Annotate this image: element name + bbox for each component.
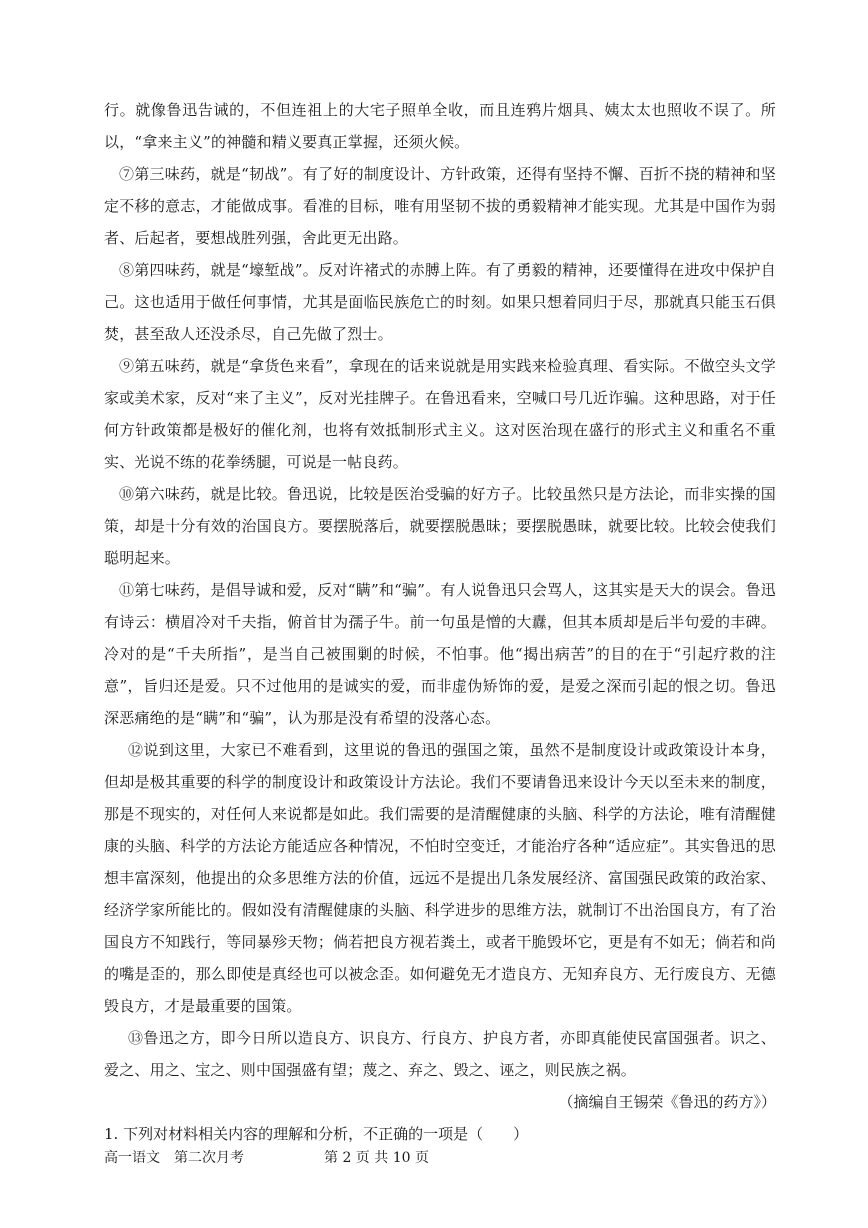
question-1: 1. 下列对材料相关内容的理解和分析，不正确的一项是（ ）	[104, 1125, 529, 1143]
page-footer	[104, 1147, 776, 1169]
paragraph-continuation: 行。就像鲁迅告诫的，不但连祖上的大宅子照单全收，而且连鸦片烟具、姨太太也照收不误了。所以，“拿来主义”的神髓和精义要真正掌握，还须火候。	[104, 101, 776, 151]
source-citation: （摘编自王锡荣《鲁迅的药方》）	[558, 1093, 776, 1111]
article-body	[104, 94, 776, 1150]
paragraph-13: ⑬鲁迅之方，即今日所以造良方、识良方、行良方、护良方者，亦即真能使民富国强者。识之、爱之、用之、宝之、则中国强盛有望；蔑之、弃之、毁之、诬之，则民族之祸。	[104, 1029, 776, 1079]
paragraph-8: ⑧第四味药，就是“壕堑战”。反对许褚式的赤膊上阵。有了勇毅的精神，还要懂得在进攻中保护自己。这也适用于做任何事情，尤其是面临民族危亡的时刻。如果只想着同归于尽，那就真只能玉石俱焚，甚至敌人还没杀尽，自己先做了烈士。	[104, 261, 776, 343]
footer-page-number: 第 2 页 共 10 页	[324, 1150, 429, 1166]
paragraph-9: ⑨第五味药，就是“拿货色来看”，拿现在的话来说就是用实践来检验真理、看实际。不做空头文学家或美术家，反对“来了主义”，反对光挂牌子。在鲁迅看来，空喊口号几近诈骗。这种思路，对于任何方针政策都是极好的催化剂，也将有效抵制形式主义。这对医治现在盛行的形式主义和重名不重实、光说不练的花拳绣腿，可说是一帖良药。	[104, 357, 776, 471]
footer-exam-title: 高一语文 第二次月考	[104, 1150, 244, 1166]
paragraph-11: ⑪第七味药，是倡导诚和爱，反对“瞒”和“骗”。有人说鲁迅只会骂人，这其实是天大的误会。鲁迅有诗云：横眉冷对千夫指，俯首甘为孺子牛。前一句虽是憎的大纛，但其本质却是后半句爱的丰碑。冷对的是“千夫所指”，是当自己被围剿的时候，不怕事。他“揭出病苦”的目的在于“引起疗救的注意”，旨归还是爱。只不过他用的是诚实的爱，而非虚伪矫饰的爱，是爱之深而引起的恨之切。鲁迅深恶痛绝的是“瞒”和“骗”，认为那是没有希望的没落心态。	[104, 581, 776, 727]
paragraph-7: ⑦第三味药，就是“韧战”。有了好的制度设计、方针政策，还得有坚持不懈、百折不挠的精神和坚定不移的意志，才能做成事。看准的目标，唯有用坚韧不拔的勇毅精神才能实现。尤其是中国作为弱者、后起者，要想战胜列强，舍此更无出路。	[104, 165, 776, 247]
paragraph-12: ⑫说到这里，大家已不难看到，这里说的鲁迅的强国之策，虽然不是制度设计或政策设计本身，但却是极其重要的科学的制度设计和政策设计方法论。我们不要请鲁迅来设计今天以至未来的制度，那是不现实的，对任何人来说都是如此。我们需要的是清醒健康的头脑、科学的方法论，唯有清醒健康的头脑、科学的方法论方能适应各种情况，不怕时空变迁，才能治疗各种“适应症”。其实鲁迅的思想丰富深刻，他提出的众多思维方法的价值，远远不是提出几条发展经济、富国强民政策的政治家、经济学家所能比的。假如没有清醒健康的头脑、科学进步的思维方法，就制订不出治国良方，有了治国良方不知践行，等同暴殄天物；倘若把良方视若粪土，或者干脆毁坏它，更是有不如无；倘若和尚的嘴是歪的，那么即使是真经也可以被念歪。如何避免无才造良方、无知弃良方、无行废良方、无德毁良方，才是最重要的国策。	[104, 741, 776, 1015]
paragraph-10: ⑩第六味药，就是比较。鲁迅说，比较是医治受骗的好方子。比较虽然只是方法论，而非实操的国策，却是十分有效的治国良方。要摆脱落后，就要摆脱愚昧；要摆脱愚昧，就要比较。比较会使我们聪明起来。	[104, 485, 776, 567]
